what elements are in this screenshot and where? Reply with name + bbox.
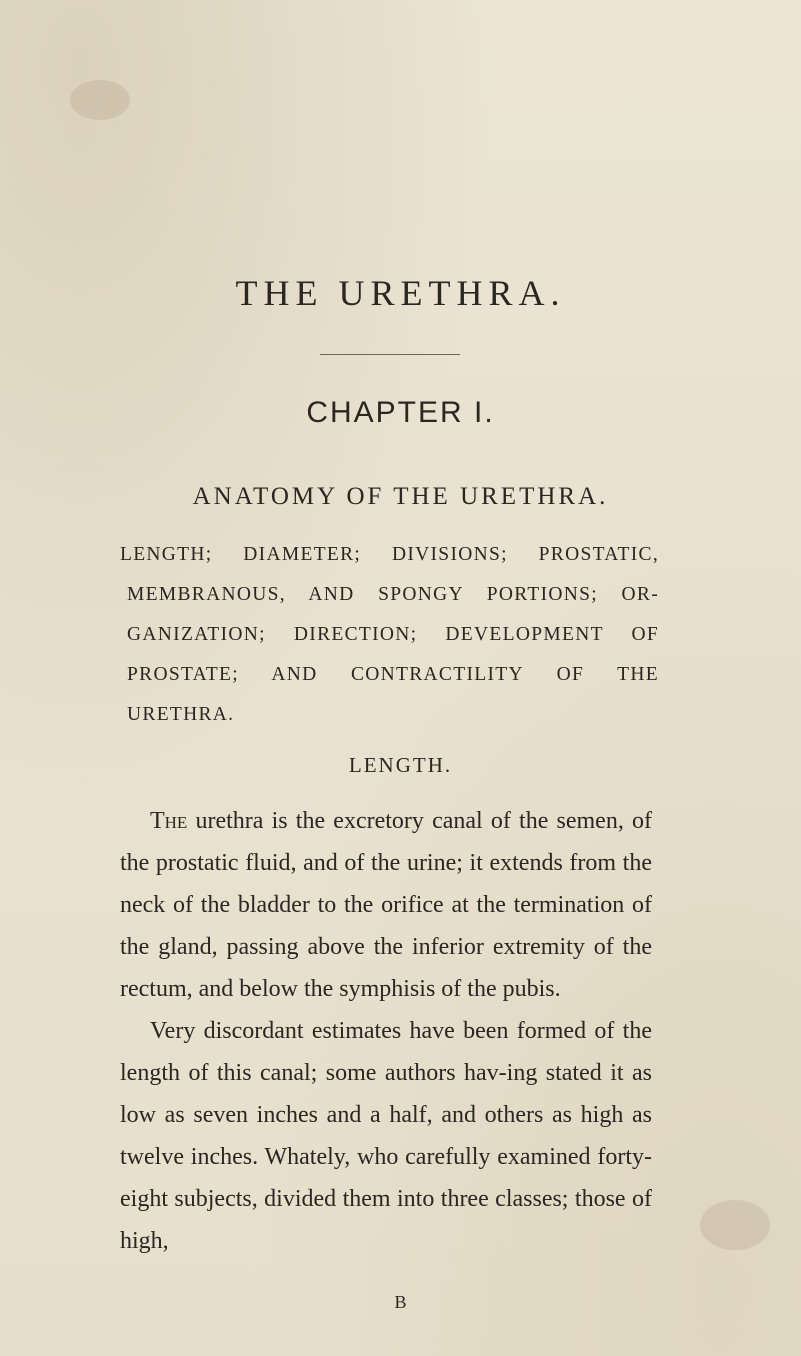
paper-stain <box>70 80 130 120</box>
paragraph <box>120 1010 652 1262</box>
paragraph-text: Very discordant estimates have been formed of the length of this canal; some authors hav-ing stated it as low as seven inches and a half, and others as high as twelve inches. Whately, who carefully examined forty-eight subjects, divided them into three classes; those of high, <box>120 1018 652 1254</box>
section-heading: LENGTH. <box>348 753 453 777</box>
body-text <box>120 800 652 1262</box>
paper-stain <box>700 1200 770 1250</box>
paragraph-text: urethra is the excretory canal of the semen, of the prostatic fluid, and of the urine; it extends from the neck of the bladder to the orifice at the termination of the gland, passing above the inferior extremity of the rectum, and below the symphisis of the pubis. <box>120 808 652 1002</box>
page-title: THE URETHRA. <box>235 273 566 313</box>
paragraph-lead-word: The <box>150 808 188 834</box>
title-divider <box>320 354 460 355</box>
paragraph <box>120 800 652 1010</box>
signature-mark: B <box>394 1292 407 1312</box>
chapter-label: CHAPTER I. <box>306 396 495 429</box>
chapter-title: ANATOMY OF THE URETHRA. <box>192 483 609 510</box>
chapter-synopsis: LENGTH; DIAMETER; DIVISIONS; PROSTATIC, MEMBRANOUS, AND SPONGY PORTIONS; OR-GANIZATION; DIRECTION; DEVELOPMENT OF PROSTATE; AND CONTRACTILITY OF THE URETHRA. <box>120 544 659 725</box>
